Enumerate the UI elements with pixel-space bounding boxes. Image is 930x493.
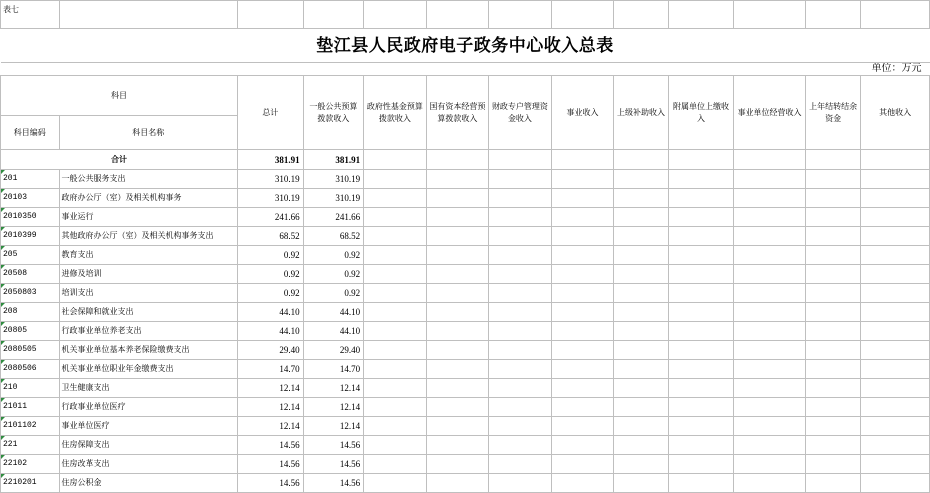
cell[interactable] — [489, 246, 552, 265]
table-row — [1, 284, 930, 303]
cell[interactable] — [861, 379, 930, 398]
sheet-label[interactable]: 表七 — [1, 1, 60, 29]
general-budget-cell[interactable]: 14.70 — [303, 360, 364, 379]
cell[interactable] — [426, 189, 489, 208]
cell[interactable] — [734, 360, 806, 379]
cell[interactable] — [489, 1, 552, 29]
total-cell[interactable]: 29.40 — [238, 341, 304, 360]
cell[interactable] — [668, 189, 734, 208]
table-row — [1, 455, 930, 474]
cell[interactable] — [364, 341, 427, 360]
cell[interactable] — [426, 208, 489, 227]
total-cell[interactable]: 12.14 — [238, 379, 304, 398]
cell[interactable] — [489, 265, 552, 284]
cell[interactable] — [489, 341, 552, 360]
sheet-title[interactable]: 垫江县人民政府电子政务中心收入总表 — [1, 29, 930, 63]
subject-name-cell[interactable]: 教育支出 — [59, 246, 238, 265]
table-row — [1, 398, 930, 417]
total-cell[interactable]: 310.19 — [238, 189, 304, 208]
cell[interactable] — [551, 474, 614, 493]
cell[interactable] — [805, 360, 860, 379]
cell[interactable] — [364, 322, 427, 341]
cell[interactable] — [489, 322, 552, 341]
subject-code-cell[interactable]: 2010350 — [1, 208, 60, 227]
subject-name-cell[interactable]: 住房保障支出 — [59, 436, 238, 455]
general-budget-cell[interactable]: 0.92 — [303, 246, 364, 265]
cell[interactable] — [805, 246, 860, 265]
total-cell[interactable]: 14.56 — [238, 455, 304, 474]
subject-name-cell[interactable]: 机关事业单位基本养老保险缴费支出 — [59, 341, 238, 360]
cell[interactable] — [426, 360, 489, 379]
cell[interactable] — [668, 341, 734, 360]
table-body — [1, 170, 930, 493]
cell[interactable] — [489, 398, 552, 417]
cell[interactable] — [489, 360, 552, 379]
cell[interactable] — [614, 379, 668, 398]
cell[interactable] — [551, 170, 614, 189]
cell[interactable] — [805, 379, 860, 398]
label-row — [1, 1, 930, 29]
cell[interactable] — [364, 170, 427, 189]
cell[interactable] — [861, 417, 930, 436]
cell[interactable] — [734, 341, 806, 360]
cell[interactable] — [426, 455, 489, 474]
cell[interactable] — [668, 1, 734, 29]
cell[interactable] — [364, 379, 427, 398]
cell[interactable] — [734, 322, 806, 341]
cell[interactable] — [614, 265, 668, 284]
cell[interactable] — [734, 474, 806, 493]
cell[interactable] — [551, 265, 614, 284]
col-header-total[interactable]: 总计 — [238, 76, 304, 150]
cell[interactable] — [861, 322, 930, 341]
table-row — [1, 474, 930, 493]
general-budget-cell[interactable]: 14.56 — [303, 436, 364, 455]
cell[interactable] — [805, 417, 860, 436]
subject-code-cell[interactable]: 205 — [1, 246, 60, 265]
subject-name-cell[interactable]: 进修及培训 — [59, 265, 238, 284]
cell[interactable] — [734, 1, 806, 29]
cell[interactable] — [668, 455, 734, 474]
table-row — [1, 436, 930, 455]
cell[interactable] — [805, 303, 860, 322]
cell[interactable] — [668, 170, 734, 189]
subject-code-cell[interactable]: 210 — [1, 379, 60, 398]
col-header-state-capital[interactable]: 国有资本经营预算拨款收入 — [426, 76, 489, 150]
cell[interactable] — [734, 417, 806, 436]
cell[interactable] — [668, 417, 734, 436]
cell[interactable] — [59, 1, 238, 29]
cell[interactable] — [861, 170, 930, 189]
cell[interactable] — [861, 303, 930, 322]
total-label[interactable]: 合计 — [1, 150, 238, 170]
cell[interactable] — [861, 150, 930, 170]
general-budget-cell[interactable]: 0.92 — [303, 284, 364, 303]
cell[interactable] — [805, 455, 860, 474]
cell[interactable] — [551, 1, 614, 29]
subject-name-cell[interactable]: 一般公共服务支出 — [59, 170, 238, 189]
table-row — [1, 360, 930, 379]
cell[interactable] — [364, 1, 427, 29]
cell[interactable] — [614, 189, 668, 208]
subject-code-cell[interactable]: 22102 — [1, 455, 60, 474]
col-header-business-income[interactable]: 事业收入 — [551, 76, 614, 150]
cell[interactable] — [614, 341, 668, 360]
subject-name-cell[interactable]: 事业单位医疗 — [59, 417, 238, 436]
general-budget-cell[interactable]: 0.92 — [303, 265, 364, 284]
total-cell[interactable]: 241.66 — [238, 208, 304, 227]
cell[interactable] — [614, 436, 668, 455]
subject-code-header[interactable]: 科目编码 — [1, 116, 60, 150]
subject-code-cell[interactable]: 21011 — [1, 398, 60, 417]
cell[interactable] — [489, 379, 552, 398]
cell[interactable] — [426, 474, 489, 493]
cell[interactable] — [668, 284, 734, 303]
total-cell[interactable]: 14.56 — [238, 474, 304, 493]
col-header-special-account[interactable]: 财政专户管理资金收入 — [489, 76, 552, 150]
cell[interactable] — [551, 208, 614, 227]
cell[interactable] — [551, 455, 614, 474]
cell[interactable] — [489, 303, 552, 322]
total-cell[interactable]: 14.56 — [238, 436, 304, 455]
cell[interactable] — [805, 398, 860, 417]
general-budget-cell[interactable]: 29.40 — [303, 341, 364, 360]
total-cell[interactable]: 12.14 — [238, 398, 304, 417]
table-row — [1, 246, 930, 265]
cell[interactable] — [805, 436, 860, 455]
cell[interactable] — [614, 150, 668, 170]
cell[interactable] — [426, 436, 489, 455]
general-budget-cell[interactable]: 12.14 — [303, 398, 364, 417]
cell[interactable] — [805, 474, 860, 493]
cell[interactable] — [551, 436, 614, 455]
cell[interactable] — [668, 208, 734, 227]
cell[interactable] — [426, 398, 489, 417]
cell[interactable] — [426, 341, 489, 360]
cell[interactable] — [734, 246, 806, 265]
cell[interactable] — [551, 303, 614, 322]
cell[interactable] — [364, 436, 427, 455]
cell[interactable] — [861, 398, 930, 417]
subject-code-cell[interactable]: 2050803 — [1, 284, 60, 303]
cell[interactable] — [551, 189, 614, 208]
cell[interactable] — [551, 360, 614, 379]
total-cell[interactable]: 0.92 — [238, 265, 304, 284]
total-cell[interactable]: 310.19 — [238, 170, 304, 189]
cell[interactable] — [489, 455, 552, 474]
cell[interactable] — [489, 189, 552, 208]
unit-row — [1, 63, 930, 76]
cell[interactable] — [805, 150, 860, 170]
table-row — [1, 417, 930, 436]
subject-name-cell[interactable]: 其他政府办公厅（室）及相关机构事务支出 — [59, 227, 238, 246]
cell[interactable] — [364, 398, 427, 417]
cell[interactable] — [364, 284, 427, 303]
cell[interactable] — [805, 265, 860, 284]
cell[interactable] — [668, 246, 734, 265]
cell[interactable] — [861, 246, 930, 265]
cell[interactable] — [734, 436, 806, 455]
cell[interactable] — [861, 455, 930, 474]
cell[interactable] — [668, 265, 734, 284]
subject-code-cell[interactable]: 20103 — [1, 189, 60, 208]
cell[interactable] — [551, 398, 614, 417]
cell[interactable] — [426, 170, 489, 189]
cell[interactable] — [426, 379, 489, 398]
table-row — [1, 379, 930, 398]
cell[interactable] — [668, 150, 734, 170]
subject-name-cell[interactable]: 卫生健康支出 — [59, 379, 238, 398]
cell[interactable] — [364, 303, 427, 322]
cell[interactable] — [861, 436, 930, 455]
subject-name-cell[interactable]: 培训支出 — [59, 284, 238, 303]
cell[interactable] — [734, 284, 806, 303]
subject-header[interactable]: 科目 — [1, 76, 238, 116]
cell[interactable] — [614, 227, 668, 246]
cell[interactable] — [489, 208, 552, 227]
cell[interactable] — [364, 150, 427, 170]
cell[interactable] — [734, 303, 806, 322]
cell[interactable] — [489, 170, 552, 189]
subject-name-cell[interactable]: 机关事业单位职业年金缴费支出 — [59, 360, 238, 379]
cell[interactable] — [489, 474, 552, 493]
table-row — [1, 265, 930, 284]
cell[interactable] — [364, 455, 427, 474]
general-budget-cell[interactable]: 68.52 — [303, 227, 364, 246]
cell[interactable] — [426, 284, 489, 303]
cell[interactable] — [426, 265, 489, 284]
col-header-superior-subsidy[interactable]: 上级补助收入 — [614, 76, 668, 150]
subject-code-cell[interactable]: 20508 — [1, 265, 60, 284]
col-header-carryover[interactable]: 上年结转结余资金 — [805, 76, 860, 150]
cell[interactable] — [668, 379, 734, 398]
cell[interactable] — [426, 303, 489, 322]
cell[interactable] — [861, 265, 930, 284]
total-general-cell[interactable]: 381.91 — [303, 150, 364, 170]
table-row — [1, 189, 930, 208]
subject-name-cell[interactable]: 政府办公厅（室）及相关机构事务 — [59, 189, 238, 208]
cell[interactable] — [861, 360, 930, 379]
cell[interactable] — [551, 379, 614, 398]
cell[interactable] — [303, 1, 364, 29]
cell[interactable] — [614, 208, 668, 227]
table-row — [1, 227, 930, 246]
cell[interactable] — [805, 322, 860, 341]
cell[interactable] — [668, 436, 734, 455]
subject-code-cell[interactable]: 2080506 — [1, 360, 60, 379]
cell[interactable] — [364, 246, 427, 265]
cell[interactable] — [805, 189, 860, 208]
subject-name-cell[interactable]: 住房改革支出 — [59, 455, 238, 474]
cell[interactable] — [614, 455, 668, 474]
cell[interactable] — [805, 208, 860, 227]
total-row — [1, 150, 930, 170]
cell[interactable] — [364, 417, 427, 436]
cell[interactable] — [426, 150, 489, 170]
cell[interactable] — [551, 322, 614, 341]
cell[interactable] — [861, 474, 930, 493]
col-header-operating-income[interactable]: 事业单位经营收入 — [734, 76, 806, 150]
cell[interactable] — [551, 417, 614, 436]
subject-name-cell[interactable]: 住房公积金 — [59, 474, 238, 493]
cell[interactable] — [668, 322, 734, 341]
cell[interactable] — [489, 284, 552, 303]
subject-name-cell[interactable]: 事业运行 — [59, 208, 238, 227]
cell[interactable] — [426, 246, 489, 265]
subject-name-header[interactable]: 科目名称 — [59, 116, 238, 150]
cell[interactable] — [805, 227, 860, 246]
cell[interactable] — [364, 265, 427, 284]
cell[interactable] — [426, 322, 489, 341]
table-row — [1, 208, 930, 227]
cell[interactable] — [489, 227, 552, 246]
col-header-affiliated-units[interactable]: 附属单位上缴收入 — [668, 76, 734, 150]
cell[interactable] — [734, 208, 806, 227]
general-budget-cell[interactable]: 310.19 — [303, 170, 364, 189]
subject-code-cell[interactable]: 208 — [1, 303, 60, 322]
cell[interactable] — [551, 150, 614, 170]
total-cell[interactable]: 44.10 — [238, 303, 304, 322]
cell[interactable] — [861, 341, 930, 360]
cell[interactable] — [668, 303, 734, 322]
general-budget-cell[interactable]: 12.14 — [303, 379, 364, 398]
general-budget-cell[interactable]: 14.56 — [303, 474, 364, 493]
total-cell[interactable]: 44.10 — [238, 322, 304, 341]
cell[interactable] — [489, 150, 552, 170]
col-header-general-budget[interactable]: 一般公共预算拨款收入 — [303, 76, 364, 150]
col-header-gov-fund[interactable]: 政府性基金预算拨款收入 — [364, 76, 427, 150]
general-budget-cell[interactable]: 14.56 — [303, 455, 364, 474]
subject-code-cell[interactable]: 2101102 — [1, 417, 60, 436]
cell[interactable] — [668, 398, 734, 417]
cell[interactable] — [614, 246, 668, 265]
subject-name-cell[interactable]: 社会保障和就业支出 — [59, 303, 238, 322]
general-budget-cell[interactable]: 44.10 — [303, 303, 364, 322]
cell[interactable] — [614, 284, 668, 303]
col-header-other-income[interactable]: 其他收入 — [861, 76, 930, 150]
unit-label[interactable]: 单位：万元 — [1, 63, 930, 76]
cell[interactable] — [734, 265, 806, 284]
cell[interactable] — [489, 417, 552, 436]
table-row — [1, 322, 930, 341]
cell[interactable] — [861, 284, 930, 303]
cell[interactable] — [364, 189, 427, 208]
cell[interactable] — [805, 170, 860, 189]
cell[interactable] — [551, 341, 614, 360]
table-row — [1, 341, 930, 360]
cell[interactable] — [734, 170, 806, 189]
cell[interactable] — [614, 303, 668, 322]
subject-name-cell[interactable]: 行政事业单位医疗 — [59, 398, 238, 417]
cell[interactable] — [734, 379, 806, 398]
cell[interactable] — [426, 1, 489, 29]
cell[interactable] — [614, 360, 668, 379]
table-row — [1, 303, 930, 322]
subject-code-cell[interactable]: 2010399 — [1, 227, 60, 246]
cell[interactable] — [614, 398, 668, 417]
cell[interactable] — [734, 227, 806, 246]
total-cell[interactable]: 68.52 — [238, 227, 304, 246]
cell[interactable] — [364, 474, 427, 493]
cell[interactable] — [614, 1, 668, 29]
cell[interactable] — [734, 150, 806, 170]
subject-code-cell[interactable]: 2080505 — [1, 341, 60, 360]
cell[interactable] — [364, 208, 427, 227]
subject-code-cell[interactable]: 221 — [1, 436, 60, 455]
cell[interactable] — [364, 360, 427, 379]
table-row — [1, 170, 930, 189]
cell[interactable] — [805, 284, 860, 303]
cell[interactable] — [805, 341, 860, 360]
cell[interactable] — [861, 1, 930, 29]
cell[interactable] — [551, 246, 614, 265]
cell[interactable] — [614, 474, 668, 493]
total-cell[interactable]: 0.92 — [238, 284, 304, 303]
cell[interactable] — [734, 455, 806, 474]
cell[interactable] — [551, 284, 614, 303]
cell[interactable] — [426, 227, 489, 246]
subject-code-cell[interactable]: 20805 — [1, 322, 60, 341]
cell[interactable] — [614, 417, 668, 436]
subject-code-cell[interactable]: 2210201 — [1, 474, 60, 493]
cell[interactable] — [489, 436, 552, 455]
cell[interactable] — [668, 474, 734, 493]
cell[interactable] — [861, 227, 930, 246]
cell[interactable] — [668, 360, 734, 379]
total-cell[interactable]: 12.14 — [238, 417, 304, 436]
subject-code-cell[interactable]: 201 — [1, 170, 60, 189]
cell[interactable] — [861, 189, 930, 208]
cell[interactable] — [668, 227, 734, 246]
cell[interactable] — [734, 398, 806, 417]
general-budget-cell[interactable]: 310.19 — [303, 189, 364, 208]
general-budget-cell[interactable]: 12.14 — [303, 417, 364, 436]
header-row-1 — [1, 76, 930, 116]
cell[interactable] — [614, 322, 668, 341]
cell[interactable] — [551, 227, 614, 246]
cell[interactable] — [861, 208, 930, 227]
cell[interactable] — [426, 417, 489, 436]
general-budget-cell[interactable]: 44.10 — [303, 322, 364, 341]
cell[interactable] — [805, 1, 860, 29]
total-cell[interactable]: 0.92 — [238, 246, 304, 265]
title-row — [1, 29, 930, 63]
cell[interactable] — [614, 170, 668, 189]
cell[interactable] — [364, 227, 427, 246]
total-sum-cell[interactable]: 381.91 — [238, 150, 304, 170]
general-budget-cell[interactable]: 241.66 — [303, 208, 364, 227]
total-cell[interactable]: 14.70 — [238, 360, 304, 379]
cell[interactable] — [238, 1, 304, 29]
subject-name-cell[interactable]: 行政事业单位养老支出 — [59, 322, 238, 341]
cell[interactable] — [734, 189, 806, 208]
